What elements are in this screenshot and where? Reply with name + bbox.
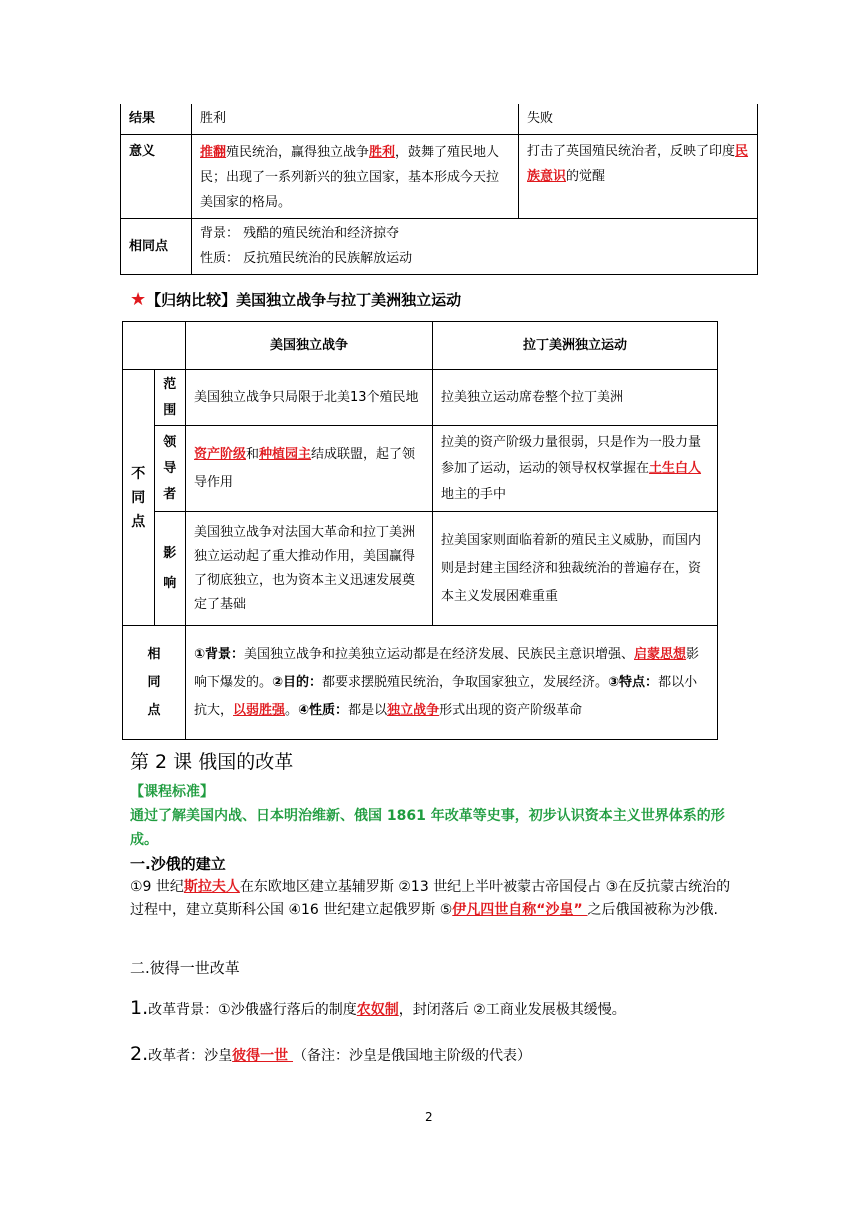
header-us: 美国独立战争	[186, 322, 433, 370]
comparison-table	[122, 321, 718, 740]
standard-text: 通过了解美国内战、日本明治维新、俄国 1861 年改革等史事，初步认识资本主义世界体系的形成。	[130, 808, 725, 848]
standard-label: 【课程标准】	[130, 784, 214, 800]
bold-label: ②目的：	[272, 674, 323, 690]
text-segment: 影响下爆发的。	[194, 646, 700, 690]
section-1-title: 一.沙俄的建立	[130, 855, 226, 873]
star-icon: ★	[130, 289, 147, 310]
scope-la	[433, 370, 718, 426]
label-leader-cell	[154, 426, 186, 512]
result-right: 失败	[519, 104, 758, 134]
text-segment: ①9 世纪	[130, 879, 184, 895]
highlight-keyword: 启蒙思想	[634, 646, 687, 662]
text-segment: 殖民统治，赢得独立战争	[226, 144, 370, 160]
highlight-keyword: 农奴制	[356, 1002, 399, 1018]
text-segment: 都以小抗大，	[194, 674, 698, 718]
row-label-same: 相同点	[121, 218, 192, 274]
text-segment: （备注：沙皇是俄国地主阶级的代表）	[293, 1048, 532, 1064]
text-segment: 的觉醒	[566, 168, 606, 184]
row-label-meaning: 意义	[121, 134, 192, 218]
row-label-result: 结果	[121, 104, 192, 134]
text-segment: 拉美独立运动席卷整个拉丁美洲	[441, 390, 624, 405]
text-segment: 。	[285, 702, 299, 718]
page-number: 2	[425, 1110, 433, 1124]
text-segment: 都要求摆脱殖民统治，争取国家独立，发展经济。	[322, 674, 609, 690]
text-segment: 和	[246, 446, 260, 462]
impact-us	[186, 512, 433, 626]
highlight-keyword: 彼得一世	[232, 1048, 294, 1064]
compare-title	[130, 288, 461, 312]
leader-us	[186, 426, 433, 512]
scope-us	[186, 370, 433, 426]
highlight-keyword: 资产阶级	[194, 446, 247, 462]
bold-label: ①背景：	[194, 646, 245, 662]
impact-la	[433, 512, 718, 626]
text-segment: 形式出现的资产阶级革命	[439, 702, 583, 718]
item-1	[130, 996, 750, 1022]
highlight-keyword: 斯拉夫人	[183, 879, 240, 895]
same-label-cell	[123, 626, 186, 740]
same-background: 背景： 残酷的殖民统治和经济掠夺	[200, 226, 400, 241]
item-1-number: 1.	[130, 997, 149, 1019]
highlight-keyword: 土生白人	[649, 460, 702, 476]
text-segment: ，鼓舞了殖民地人民；出现了一系列新兴的独立国家，基本形成今天拉美国家的格局。	[200, 144, 500, 210]
section-1-text	[130, 876, 740, 922]
text-segment: 之后俄国被称为沙俄.	[587, 902, 718, 918]
text-segment: 都是以	[348, 702, 388, 718]
diff-label: 不同点	[131, 465, 146, 530]
header-blank	[123, 322, 186, 370]
text-segment: ，封闭落后 ②工商业发展极其缓慢。	[398, 1002, 626, 1018]
highlight-keyword: 以弱胜强	[233, 702, 286, 718]
item-1-text	[148, 1002, 626, 1018]
compare-title-text: 【归纳比较】美国独立战争与拉丁美洲独立运动	[146, 291, 462, 309]
highlight-keyword: 伊凡四世自称“沙皇”	[452, 902, 588, 918]
diff-label-cell	[123, 370, 155, 626]
text-segment: 结成联盟，起了领导作用	[194, 446, 416, 490]
label-scope: 范围	[163, 376, 177, 418]
text-segment: 美国独立战争和拉美独立运动都是在经济发展、民族民主意识增强、	[244, 646, 635, 662]
text-segment: 美国独立战争对法国大革命和拉丁美洲独立运动起了重大推动作用，美国赢得了彻底独立，也为资本主义迅速发展奠定了基础	[194, 524, 416, 612]
item-2	[130, 1042, 750, 1068]
result-left: 胜利	[192, 104, 519, 134]
section-2-title: 二.彼得一世改革	[130, 959, 240, 977]
leader-la	[433, 426, 718, 512]
label-impact: 影响	[163, 545, 177, 591]
meaning-right	[519, 134, 758, 218]
lesson-title: 第 2 课 俄国的改革	[130, 751, 294, 773]
same-points	[192, 218, 758, 274]
text-segment: 打击了英国殖民统治者，反映了印度	[527, 143, 736, 159]
comparison-table-top	[120, 104, 758, 275]
label-leader: 领导者	[163, 434, 177, 502]
text-segment: 拉美的资产阶级力量很弱，只是作为一股力量参加了运动，运动的领导权权掌握在	[441, 434, 702, 476]
item-2-number: 2.	[130, 1043, 149, 1065]
same-nature: 性质： 反抗殖民统治的民族解放运动	[200, 251, 413, 266]
bold-label: ④性质：	[298, 702, 349, 718]
text-segment: 地主的手中	[441, 486, 507, 502]
highlight-keyword: 民族意识	[527, 143, 749, 184]
label-impact-cell	[154, 512, 186, 626]
highlight-keyword: 胜利	[369, 144, 396, 160]
text-segment: 美国独立战争只局限于北美13个殖民地	[194, 389, 419, 405]
item-2-text	[148, 1048, 531, 1064]
highlight-keyword: 种植园主	[259, 446, 312, 462]
same-label: 相同点	[147, 646, 161, 718]
highlight-keyword: 独立战争	[387, 702, 440, 718]
bold-label: ③特点：	[608, 674, 659, 690]
text-segment: 改革背景：①沙俄盛行落后的制度	[148, 1002, 357, 1018]
text-segment: 拉美国家则面临着新的殖民主义威胁，而国内则是封建主国经济和独裁统治的普遍存在，资本主义发展困难重重	[441, 532, 702, 604]
same-text	[186, 626, 718, 740]
meaning-left	[192, 134, 519, 218]
label-scope-cell	[154, 370, 186, 426]
header-la: 拉丁美洲独立运动	[433, 322, 718, 370]
highlight-keyword: 推翻	[200, 144, 227, 160]
text-segment: 在东欧地区建立基辅罗斯 ②13 世纪上半叶被蒙古帝国侵占 ③在反抗蒙古统治的过程中，建立莫斯科公国 ④16 世纪建立起俄罗斯 ⑤	[130, 879, 731, 918]
text-segment: 改革者：沙皇	[148, 1048, 233, 1064]
